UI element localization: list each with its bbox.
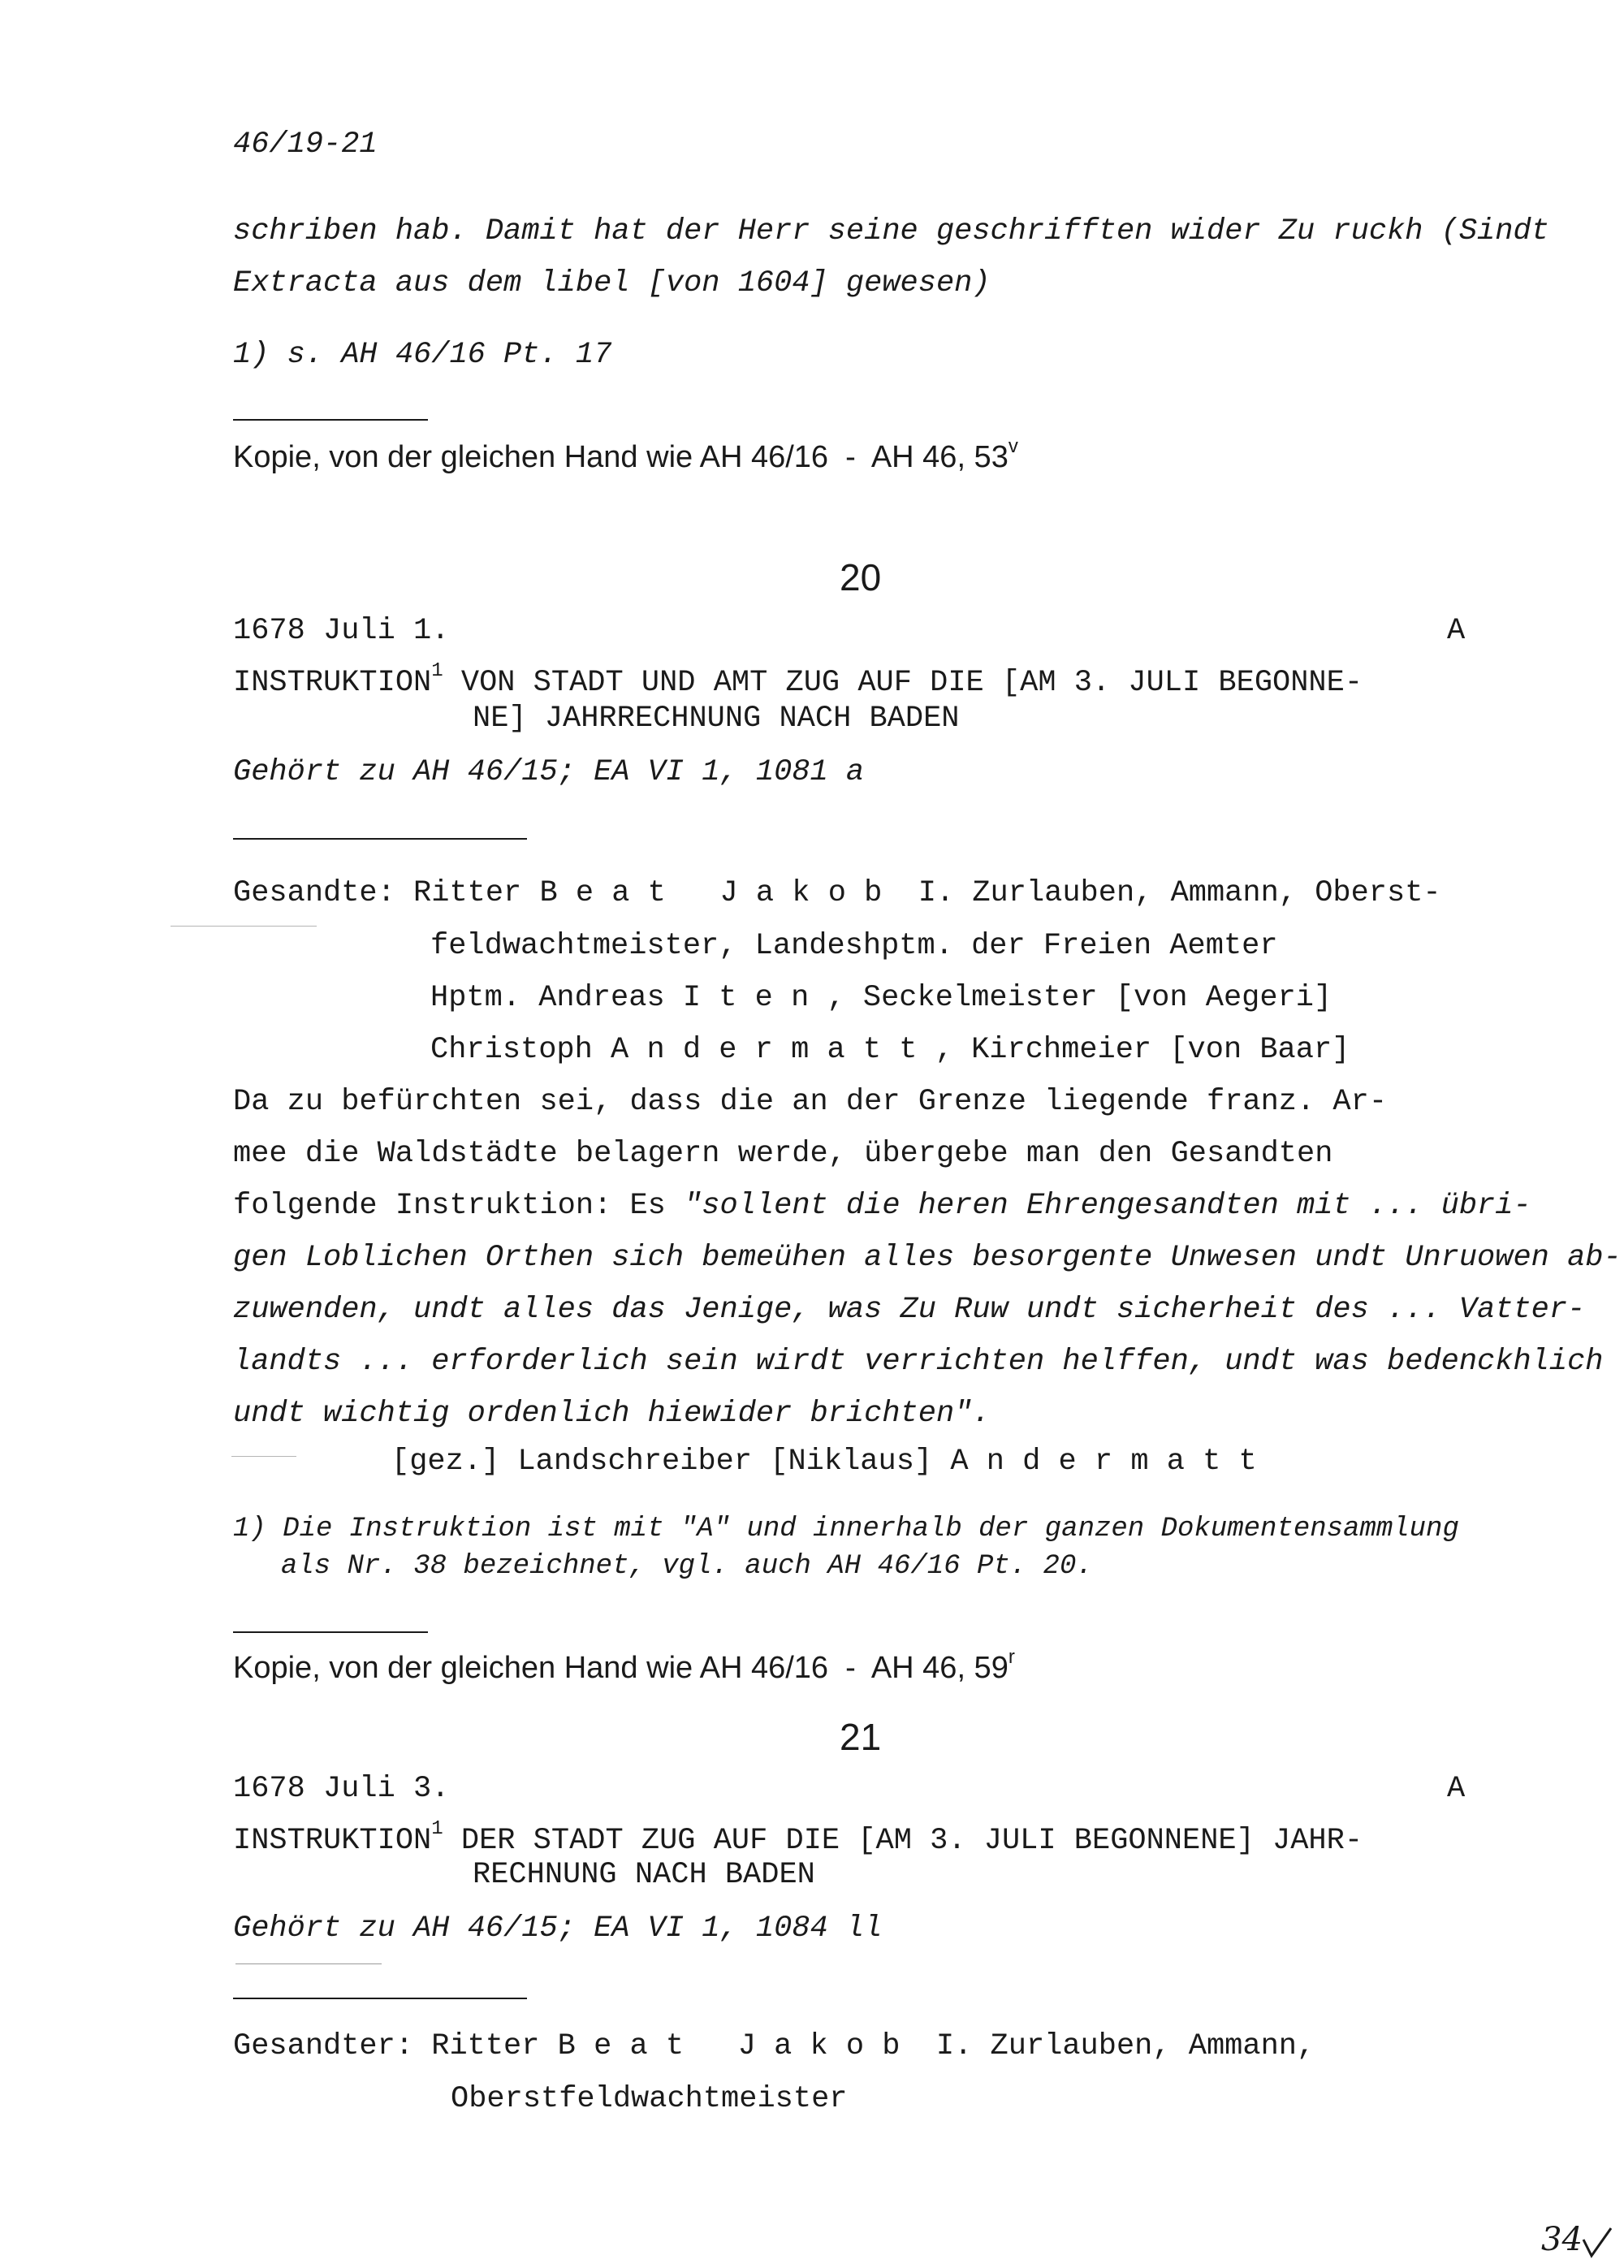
scan-artifact-line	[235, 1963, 382, 1964]
doc20-source-line	[233, 1646, 1015, 1687]
scan-artifact-line	[171, 926, 317, 927]
doc20-title-word: INSTRUKTION	[233, 666, 432, 700]
doc21-title-word: INSTRUKTION	[233, 1824, 432, 1858]
doc20-envoy-line-1	[233, 875, 1441, 912]
folio-side: v	[1008, 435, 1018, 457]
doc20-title-rest: VON STADT UND AMT ZUG AUF DIE [AM 3. JULI BEGONNE-	[443, 666, 1363, 700]
envoy-name-zurlauben: Beat Jakob	[539, 876, 901, 910]
doc20-signature	[391, 1443, 1275, 1480]
doc20-body-line-1: Da zu befürchten sei, dass die an der Grenze liegende franz. Ar-	[233, 1085, 1388, 1119]
envoy-details: I. Zurlauben, Ammann, Oberst-	[900, 876, 1441, 910]
envoy-details: I. Zurlauben, Ammann,	[918, 2029, 1315, 2063]
doc21-category: A	[1447, 1772, 1466, 1806]
doc20-body-line-3	[233, 1187, 1531, 1225]
doc21-rule	[233, 1998, 527, 1999]
folio-side: r	[1008, 1646, 1015, 1668]
quotation-start: "sollent die heren Ehrengesandten mit ... übri-	[684, 1189, 1531, 1223]
doc20-footnote-line-1: 1) Die Instruktion ist mit "A" und innerhalb der ganzen Dokumentensammlung	[233, 1514, 1459, 1544]
envoys-label: Gesandter: Ritter	[233, 2029, 558, 2063]
source-rule	[233, 1631, 428, 1633]
document-number-20: 20	[840, 556, 882, 598]
doc21-title-line-1	[233, 1818, 1363, 1860]
doc20-date: 1678 Juli 1.	[233, 614, 450, 648]
doc20-reference: Gehört zu AH 46/15; EA VI 1, 1081 a	[233, 755, 865, 789]
prev-text-line-2: Extracta aus dem libel [von 1604] gewesen)	[233, 266, 991, 300]
body-text: folgende Instruktion: Es	[233, 1189, 685, 1223]
envoys-label: Gesandte: Ritter	[233, 876, 540, 910]
doc20-envoy-line-3	[430, 979, 1332, 1017]
doc20-title-line-1	[233, 660, 1363, 702]
doc21-envoy-line-2: Oberstfeldwachtmeister	[451, 2082, 848, 2116]
signature-prefix: [gez.] Landschreiber [Niklaus]	[391, 1445, 951, 1479]
prev-footnote: 1) s. AH 46/16 Pt. 17	[233, 338, 612, 372]
doc20-body-line-4: gen Loblichen Orthen sich bemeühen alles besorgente Unwesen undt Unruowen ab-	[233, 1241, 1622, 1275]
doc21-date: 1678 Juli 3.	[233, 1772, 450, 1806]
checkmark-icon	[1580, 2225, 1614, 2261]
doc20-title-footnote-mark: 1	[431, 660, 443, 682]
envoy-prefix: Hptm. Andreas	[430, 981, 683, 1015]
envoy-details: , Seckelmeister [von Aegeri]	[827, 981, 1332, 1015]
document-number-21: 21	[840, 1716, 882, 1758]
prev-source-line	[233, 435, 1018, 476]
page-reference: 46/19-21	[233, 127, 378, 162]
envoy-name-zurlauben: Beat Jakob	[557, 2029, 918, 2063]
envoy-name-andermatt: Andermatt	[611, 1033, 935, 1067]
signature-name: Andermatt	[950, 1445, 1275, 1479]
doc21-envoy-line-1	[233, 2028, 1315, 2065]
doc21-reference: Gehört zu AH 46/15; EA VI 1, 1084 ll	[233, 1912, 883, 1946]
doc20-body-line-6: landts ... erforderlich sein wirdt verrichten helffen, undt was bedenckhlich	[233, 1345, 1604, 1379]
doc21-title-footnote-mark: 1	[431, 1818, 443, 1840]
doc20-title-line-2: NE] JAHRRECHNUNG NACH BADEN	[473, 702, 960, 736]
doc20-envoy-line-4	[430, 1031, 1350, 1069]
handwritten-page-mark: 34	[1541, 2221, 1583, 2258]
source-text: Kopie, von der gleichen Hand wie AH 46/16 - AH 46, 59	[233, 1651, 1009, 1685]
doc20-body-line-7: undt wichtig ordenlich hiewider brichten".	[233, 1397, 991, 1431]
doc20-footnote-line-2: als Nr. 38 bezeichnet, vgl. auch AH 46/16 Pt. 20.	[281, 1551, 1093, 1582]
envoy-prefix: Christoph	[430, 1033, 611, 1067]
prev-text-line-1: schriben hab. Damit hat der Herr seine geschrifften wider Zu ruckh (Sindt	[233, 214, 1549, 248]
doc20-body-line-5: zuwenden, undt alles das Jenige, was Zu Ruw undt sicherheit des ... Vatter-	[233, 1293, 1586, 1327]
source-rule	[233, 419, 428, 421]
doc20-rule	[233, 838, 527, 840]
scan-artifact-line	[231, 1456, 296, 1457]
doc20-category: A	[1447, 614, 1466, 648]
envoy-details: , Kirchmeier [von Baar]	[935, 1033, 1350, 1067]
doc20-body-line-2: mee die Waldstädte belagern werde, übergebe man den Gesandten	[233, 1137, 1333, 1171]
envoy-name-iten: Iten	[682, 981, 827, 1015]
doc21-title-line-2: RECHNUNG NACH BADEN	[473, 1858, 815, 1892]
doc21-title-rest: DER STADT ZUG AUF DIE [AM 3. JULI BEGONNENE] JAHR-	[443, 1824, 1363, 1858]
source-text: Kopie, von der gleichen Hand wie AH 46/16 - AH 46, 53	[233, 440, 1009, 474]
doc20-envoy-line-2: feldwachtmeister, Landeshptm. der Freien Aemter	[430, 929, 1278, 963]
